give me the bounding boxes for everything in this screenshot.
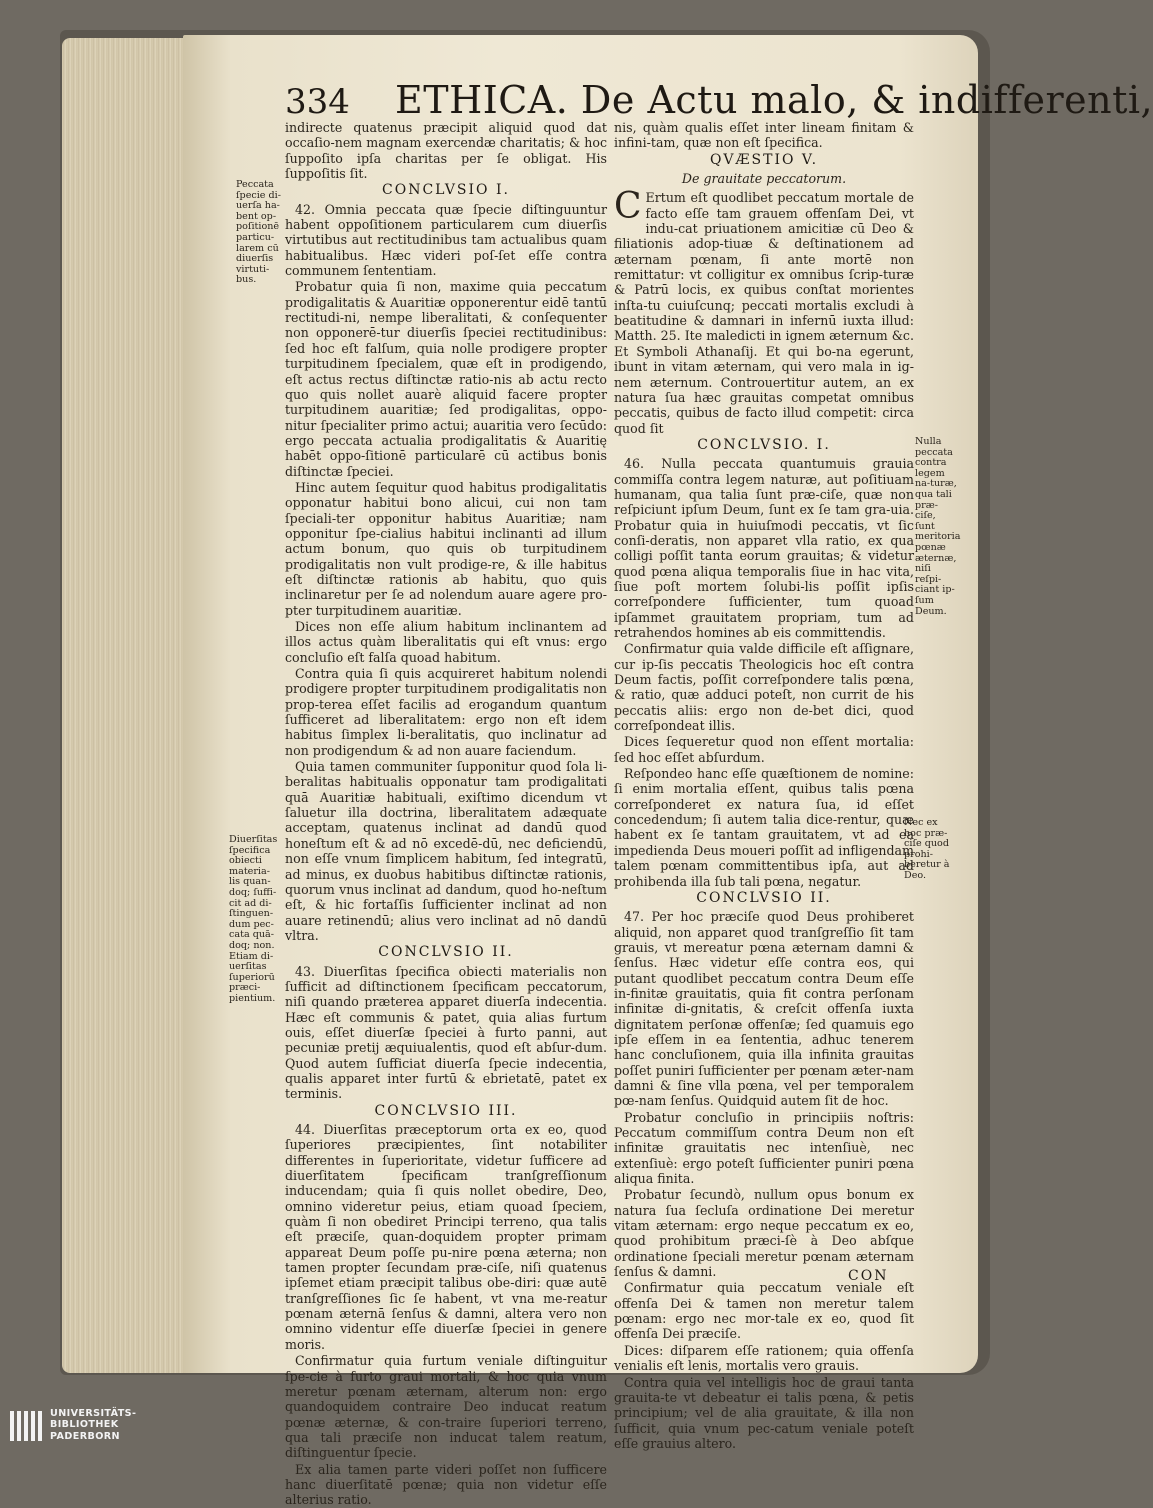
section-heading: CONCLVSIO II. <box>696 889 832 906</box>
logo-line: BIBLIOTHEK <box>50 1419 119 1431</box>
paragraph: Confirmatur quia furtum veniale diſtinguitur ſpe-cie à furto graui mortali, & hoc quia vnum meretur pœnam æternam, alterum non: ergo quandoquidem contraire Deo inducat reatum pœnæ æternæ, & con-traire ſuperiori terreno, qua tali præciſe non inducat talem reatum, diſtinguentur ſpecie. <box>285 1353 607 1461</box>
library-logo-icon <box>8 1405 44 1445</box>
page-edges <box>62 38 187 1373</box>
paragraph: Probatur concluſio in principiis noſtris: Peccatum commiſſum contra Deum non eſt infinitæ grauitatis nec intenſiuè, nec extenſiuè: ergo poteſt ſufficienter puniri pœna aliqua finita. <box>614 1109 914 1187</box>
logo-line: PADERBORN <box>50 1430 120 1442</box>
paragraph: Probatur ſecundò, nullum opus bonum ex natura ſua ſecluſa ordinatione Dei meretur vitam æternam: ergo neque peccatum ex eo, quod prohibitum præci-ſè à Deo abſque ordinatione ſpeciali meretur pœnam æternam ſenſus & damni. <box>614 1187 914 1280</box>
paragraph: 47. Per hoc præciſe quod Deus prohiberet aliquid, non apparet quod tranſgreſſio ſit tam grauis, vt mereatur pœna æternam damni & ſenſus. Hæc videtur eſſe contra eos, qui putant quodlibet peccatum contra Deum eſſe in-finitæ grauitatis, quia fit contra perſonam infinitæ di-gnitatis, & creſcit offenſa iuxta dignitatem perſonæ offenſæ; ſed quamuis ego ipſe eſſem in ea ſententia, adhuc tenerem hanc concluſionem, quia illa infinita grauitas poſſet puniri ſufficienter per pœnam æter-nam damni & ſine vlla pœna, vel per temporalem pœ-nam ſenſus. Quidquid autem ſit de hoc. <box>614 909 914 1109</box>
paragraph <box>614 186 914 436</box>
paragraph: nis, quàm qualis eſſet inter lineam finitam & infini-tam, quæ non eſt ſpecifica. <box>614 120 914 151</box>
catchword: CON <box>848 1268 889 1284</box>
page-number: 334 <box>285 82 350 122</box>
logo-line: UNIVERSITÄTS- <box>50 1407 137 1419</box>
paragraph: Confirmatur quia peccatum veniale eſt offenſa Dei & tamen non meretur talem pœnam: ergo nec mor-tale ex eo, quod ſit offenſa Dei præciſe. <box>614 1280 914 1342</box>
paragraph: 42. Omnia peccata quæ ſpecie diſtinguuntur habent oppoſitionem particularem cum diuerſis virtutibus aut rectitudinibus tam actualibus quam habitualibus. Hæc videri poſ-ſet eſſe contra communem ſententiam. <box>285 201 607 279</box>
paragraph: Confirmatur quia valde difficile eſt aſſignare, cur ip-ſis peccatis Theologicis hoc eſt contra Deum factis, poſſit correſpondere talis pœna, & ratio, quæ adduci poteſt, non currit de his peccatis aliis: ergo non de-bet dici, quod correſpondeat illis. <box>614 641 914 734</box>
section-subtitle: De grauitate peccatorum. <box>681 171 847 187</box>
paragraph: 44. Diuerſitas præceptorum orta ex eo, quod ſuperiores præcipientes, ſint notabiliter differentes in ſuperioritate, videtur ſufficere ad diuerſitatem ſpecificam tranſgreſſionum inducendam; quia ſi quis nollet obedire, Deo, omnino videretur peius, etiam quoad ſpeciem, quàm ſi non obediret Principi terreno, qua talis eſt præciſe, quan-doquidem propter primam appareat Deum poſſe pu-nire pœna æterna; non tamen propter ſecundam præ-ciſe, niſi quatenus ipſemet etiam præcipit talibus obe-diri: quæ autē tranſgreſſiones ſic ſe habent, vt vna me-reatur pœnam æternā ſenſus & damni, altera vero non omnino videntur eſſe diuerſæ ſpeciei in genere moris. <box>285 1122 607 1352</box>
paragraph: Ex alia tamen parte videri poſſet non ſufficere hanc diuerſitatē pœnæ; quia non videtur eſſe alterius ratio. <box>285 1461 607 1508</box>
drop-cap: C <box>614 186 642 228</box>
section-heading: QVÆSTIO V. <box>709 151 819 168</box>
section-heading: CONCLVSIO III. <box>374 1102 518 1119</box>
library-logo-text <box>50 1408 136 1443</box>
paragraph-text: Ertum eſt quodlibet peccatum mortale de facto eſſe tam grauem offenſam Dei, vt indu-cat priuationem amicitiæ cū Deo & filiationis adop-tiuæ & deſtinationem ad æternam pœnam, ſi ante mortē non remittatur: vt colligitur ex omnibus ſcrip-turæ & Patrū locis, ex quibus conſtat morientes inſta-tu cuiuſcunq; peccati mortalis excludi à beatitudine & damnari in infernū iuxta illud: Matth. 25. Ite maledicti in ignem æternum &c. Et Symboli Athanaſij. Et qui bo-na egerunt, ibunt in vitam æternam, qui vero mala in ig-nem æternum. Controuertitur autem, an ex natura ſua hæc grauitas competat omnibus peccatis, quibus de facto illud competit: circa quod ſit <box>614 190 914 436</box>
margin-note: Peccata ſpecie di-uerſa ha-bent op-poſitionē particu-larem cū diuerſis virtuti-bus. <box>236 179 281 286</box>
paragraph: indirecte quatenus præcipit aliquid quod dat occaſio-nem magnam exercendæ charitatis; & hoc ſuppoſito ipſa charitas per ſe obligat. His ſuppoſitis ſit. <box>285 120 607 182</box>
margin-note: Nulla peccata contra legem na-turæ, qua tali præ-ciſe, ſunt meritoria pœnæ æternæ, niſi reſpi-ciant ip-ſum Deum. <box>915 436 961 617</box>
paragraph: Quia tamen communiter ſupponitur quod ſola li-beralitas habitualis opponatur tam prodigalitati quā Auaritiæ habituali, exiſtimo dicendum vt ſaluetur illa doctrina, liberalitatem adæquate acceptam, quatenus inclinat ad dandū quod honeſtum eſt & ad nō excedē-dū, nec deficiendū, non eſſe vnum ſimplicem habitum, ſed integratū, ad minus, ex duobus habitibus diſtinctæ rationis, quorum vnus inclinat ad dandum, quod ho-neſtum eſt, & hic fortaſſis ſufficienter inclinat ad non auare retinendū; alius vero inclinat ad nō dandū vltra. <box>285 759 607 943</box>
paragraph: Hinc autem ſequitur quod habitus prodigalitatis opponatur habitui bono alicui, cui non tam ſpeciali-ter opponitur habitus Auaritiæ; nam opponitur ſpe-cialius habitui inclinanti ad illum actum bonum, quo quis ob turpitudinem prodigalitatis non vult prodige-re, & ille habitus eſt diſtinctæ rationis ab habitu, quo quis inclinaretur per ſe ad nolendum auare agere pro-pter turpitudinem auaritiæ. <box>285 479 607 618</box>
paragraph: Dices ſequeretur quod non eſſent mortalia: ſed hoc eſſet abſurdum. <box>614 734 914 765</box>
paragraph: Dices non eſſe alium habitum inclinantem ad illos actus quàm liberalitatis qui eſt vnus: ergo concluſio eſt falſa quoad habitum. <box>285 619 607 665</box>
margin-note: Nec ex hoc præ-ciſe quod prohi-beretur à Deo. <box>904 817 950 881</box>
left-column <box>285 120 607 1508</box>
paragraph: Dices: diſparem eſſe rationem; quia offenſa venialis eſt lenis, mortalis vero grauis. <box>614 1342 914 1374</box>
section-heading: CONCLVSIO. I. <box>697 436 831 453</box>
paragraph: 43. Diuerſitas ſpecifica obiecti materialis non ſufficit ad diſtinctionem ſpecificam peccatorum, niſi quando præterea apparet diuerſa indecentia. Hæc eſt communis & patet, quia alias furtum ouis, eſſet diuerſæ ſpeciei à furto panni, aut pecuniæ pretij æquiualentis, quod eſt abſur-dum. Quod autem ſufficiat diuerſa ſpecie indecentia, qualis apparet inter furtū & ebrietatē, patet ex terminis. <box>285 963 607 1102</box>
library-logo <box>8 1403 148 1447</box>
right-column <box>614 120 914 1451</box>
paragraph: Contra quia vel intelligis hoc de graui tanta grauita-te vt debeatur ei talis pœna, & petis principium; vel de alia grauitate, & illa non ſufficit, quia vnum pec-catum veniale poteſt eſſe grauius altero. <box>614 1374 914 1451</box>
paragraph: Contra quia ſi quis acquireret habitum nolendi prodigere propter turpitudinem prodigalitatis non prop-terea eſſet facilis ad erogandum quantum ſufficeret ad liberalitatem: ergo non eſt idem habitus ſimplex li-beralitatis, quo inclinatur ad non prodigendum & ad non auare faciendum. <box>285 666 607 758</box>
section-heading: CONCLVSIO II. <box>378 944 514 961</box>
paragraph: Probatur quia ſi non, maxime quia peccatum prodigalitatis & Auaritiæ opponerentur eidē tantū rectitudi-ni, nempe liberalitati, & conſequenter non opponerē-tur diuerſis ſpeciei rectitudinibus: ſed hoc eſt falſum, quia nolle prodigere propter turpitudinem ſpecialem, quæ eſt in prodigendo, eſt actus rectus diſtinctæ ratio-nis ab actu recto quo quis nollet auarè aliquid facere propter turpitudinem auaritiæ; ſed prodigalitas, oppo-nitur ſpecialiter primo actui; auaritia vero ſecūdo: ergo peccata actualia prodigalitatis & Auaritię habēt oppo-ſitionē particularē cū actibus bonis diſtinctæ ſpeciei. <box>285 279 607 479</box>
margin-note: Diuerſitas ſpecifica obiecti materia-lis quan-doq; ſuffi-cit ad di-ſtinguen-dum pec-cata quā-doq; non. Etiam di-uerſitas ſuperiorū præci-pientium. <box>229 834 278 1004</box>
section-heading: CONCLVSIO I. <box>382 182 510 199</box>
paragraph: 46. Nulla peccata quantumuis grauia commiſſa contra legem naturæ, aut poſitiuam humanam, qua talia ſunt præ-ciſe, quæ non reſpiciunt ipſum Deum, ſunt ex ſe tam gra-uia. Probatur quia in huiuſmodi peccatis, vt ſic conſi-deratis, non apparet vlla ratio, ex qua colligi poſſit tanta eorum grauitas; & videtur quod pœna aliqua temporalis ſiue in hac vita, ſiue poſt mortem ſolubi-lis poſſit ipſis correſpondere ſufficienter, tum quoad ipſammet grauitatem propriam, tum ad retrahendos homines ab eis committendis. <box>614 456 914 640</box>
paragraph: Reſpondeo hanc eſſe quæſtionem de nomine: ſi enim mortalia eſſent, quibus talis pœna correſponderet ex natura ſua, id eſſet concedendum; ſi autem talia dice-rentur, quæ habent ex ſe tantam grauitatem, vt ad ea impedienda Deus moueri poſſit ad infligendam talem pœnam committentibus ipſa, aut ad prohibenda illa ſub tali pœna, negatur. <box>614 766 914 889</box>
running-title: ETHICA. De Actu malo, & indifferenti, <box>395 78 1153 122</box>
